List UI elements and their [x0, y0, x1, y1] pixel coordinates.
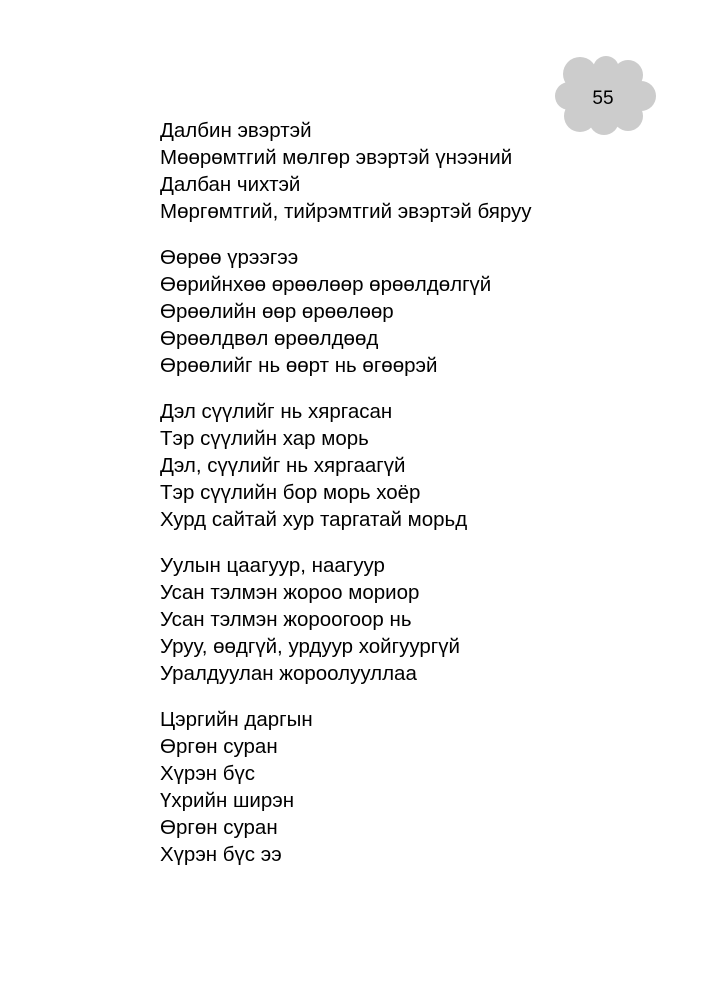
poem-line: Өрөөлийн өөр өрөөлөөр — [160, 300, 394, 323]
stanza — [160, 244, 680, 379]
poem-line: Мөөрөмтгий мөлгөр эвэртэй үнээний — [160, 146, 513, 169]
poem-line: Уулын цаагуур, наагуур — [160, 554, 385, 577]
stanza — [160, 706, 680, 868]
poem-line: Уралдуулан жороолууллаа — [160, 662, 417, 685]
poem-line: Хүрэн бүс ээ — [160, 843, 282, 866]
poem-line: Хурд сайтай хур таргатай морьд — [160, 508, 468, 531]
poem-line: Өргөн суран — [160, 735, 278, 758]
poem-line: Мөргөмтгий, тийрэмтгий эвэртэй бяруу — [160, 200, 532, 223]
stanza — [160, 117, 680, 225]
stanza — [160, 398, 680, 533]
poem-line: Дэл, сүүлийг нь хяргаагүй — [160, 454, 406, 477]
poem-line: Өөрөө үрээгээ — [160, 246, 299, 269]
poem-line: Хүрэн бүс — [160, 762, 256, 785]
poem-line: Уруу, өөдгүй, урдуур хойгуургүй — [160, 635, 460, 658]
page-number: 55 — [592, 88, 614, 109]
poem-line: Өөрийнхөө өрөөлөөр өрөөлдөлгүй — [160, 273, 492, 296]
poem-line: Далбан чихтэй — [160, 173, 301, 196]
poem-line: Тэр сүүлийн бор морь хоёр — [160, 481, 421, 504]
poem-line: Усан тэлмэн жороогоор нь — [160, 608, 412, 631]
poem-line: Өргөн суран — [160, 816, 278, 839]
poem-line: Өрөөлдвөл өрөөлдөөд — [160, 327, 379, 350]
poem — [160, 117, 680, 887]
poem-line: Үхрийн ширэн — [160, 789, 295, 812]
poem-line: Дэл сүүлийг нь хяргасан — [160, 400, 393, 423]
poem-line: Цэргийн даргын — [160, 708, 313, 731]
poem-line: Өрөөлийг нь өөрт нь өгөөрэй — [160, 354, 438, 377]
poem-line: Усан тэлмэн жороо мориор — [160, 581, 420, 604]
stanza — [160, 552, 680, 687]
poem-line: Тэр сүүлийн хар морь — [160, 427, 369, 450]
poem-line: Далбин эвэртэй — [160, 119, 312, 142]
